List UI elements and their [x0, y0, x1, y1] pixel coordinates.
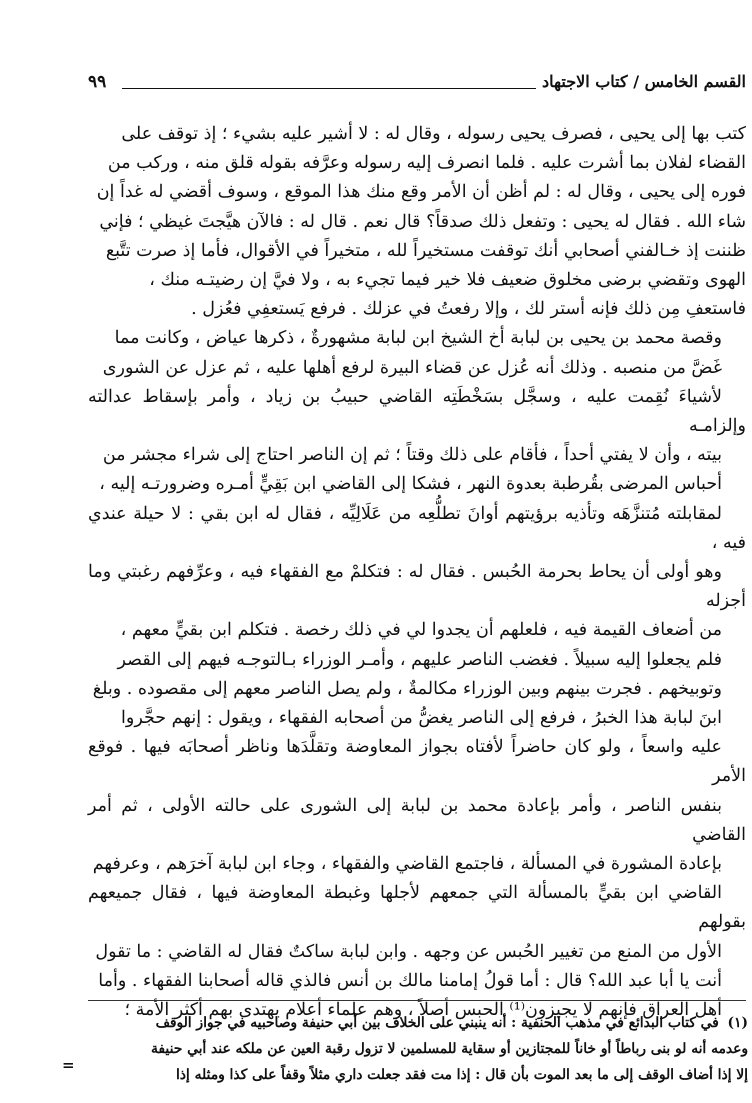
- text-line: لأشياءَ نُقِمت عليه ، وسجَّل بسَخْطَتِه القاضي حبيبُ بن زياد ، وأمر بإسقاط عدالته وإلزامـه: [88, 386, 746, 437]
- text-line: ظننت إذ خـالفني أصحابي أنك توقفت مستخيراً لله ، متخيراً في الأقوال، فأما إذ صرت تتَّبع: [105, 240, 746, 261]
- text-line: وقصة محمد بن يحيى بن لبابة أخ الشيخ ابن لبابة مشهورةٌ ، ذكرها عياض ، وكانت مما: [114, 328, 722, 349]
- text-line: القاضي ابن بقيٍّ بالمسألة التي جمعهم لأجلها وغبطة المعاوضة فيها ، فقال جميعهم بقولهم: [88, 883, 746, 933]
- text-line: شاء الله . فقال له يحيى : وتفعل ذلك صدقاً؟ قال نعم . قال له : فالآن هيَّجتَ غيظي ؛ فإني: [99, 211, 746, 232]
- text-line: وتوبيخهم . فجرت بينهم وبين الوزراء مكالمةٌ ، ولم يصل الناصر معهم إلى مقصوده . وبلغ: [92, 678, 722, 699]
- page-header: [88, 66, 746, 98]
- paragraph-2: [88, 324, 746, 1025]
- text-line: بيته ، وأن لا يفتي أحداً ، فأقام على ذلك وقتاً ؛ ثم إن الناصر احتاج إلى شراء مجشر من: [102, 445, 722, 466]
- text-line: ابنَ لبابة هذا الخبرُ ، فرفع إلى الناصر يغضُّ من أصحابه الفقهاء ، ويقول : إنهم حجَّروا: [121, 708, 722, 729]
- footnotes: [86, 1010, 748, 1088]
- text-line: أهل العراق فإنهم لا يجيزون⁽¹⁾ الحبس أصلاً ، وهم علماء أعلام يهتدى بهم أكثر الأمة ؛: [124, 1000, 722, 1021]
- text-line: أنت يا أبا عبد الله؟ قال : أما قولُ إمامنا مالك بن أنس فالذي قاله أصحابنا الفقهاء . وأما: [98, 970, 722, 991]
- footnote-separator: [88, 1000, 746, 1001]
- footnote-line: وعدمه أنه لو بنى رباطاً أو خاناً للمجتازين أو سقاية للمسلمين لا تزول رقبة العين عن ملكه عند أبي حنيفة: [151, 1041, 748, 1057]
- text-line: عليه واسعاً ، ولو كان حاضراً لأفتاه بجواز المعاوضة وتقلَّدَها وناظر أصحابَه فيها . فوقع الأمر: [88, 737, 746, 787]
- header-rule: [122, 88, 536, 89]
- footnote-number: (١): [727, 1015, 748, 1031]
- page-number: ٩٩: [88, 72, 107, 92]
- continuation-mark: =: [62, 1056, 75, 1074]
- footnote-line: [86, 1010, 748, 1036]
- footnote-text: في كتاب البدائع في مذهب الحنفية : أنه ينبني على الخلاف بين أبي حنيفة وصاحبيه في جواز الوقف: [155, 1015, 719, 1031]
- paragraph-1: [88, 120, 746, 324]
- text-line: غَضَّ من منصبه . وذلك أنه عُزل عن قضاء البيرة لرفع أهلها عليه ، ثم عزل عن الشورى: [102, 357, 722, 378]
- main-text: [88, 120, 746, 1025]
- text-line: فاستعفِ مِن ذلك فإنه أستر لك ، وإلا رفعتُ في عزلك . فرفع يَستعفِي فعُزل .: [191, 299, 746, 320]
- running-title: القسم الخامس / كتاب الاجتهاد: [542, 72, 746, 91]
- footnote-line: إلا إذا أضاف الوقف إلى ما بعد الموت بأن قال : إذا مت فقد جعلت داري مثلاً وقفاً على كذا ومثله إذا: [175, 1067, 748, 1083]
- text-line: وهو أولى أن يحاط بحرمة الحُبس . فقال له : فتكلمْ مع الفقهاء فيه ، وعرِّفهم رغبتي وما أجزله: [88, 562, 746, 612]
- text-line: القضاء لفلان بما أشرت عليه . فلما انصرف إليه رسوله وعرَّفه بقوله قلق منه ، وركب من: [107, 153, 746, 174]
- text-line: فلم يجعلوا إليه سبيلاً . فغضب الناصر عليهم ، وأمـر الوزراء بـالتوجـه فيهم إلى القصر: [117, 649, 722, 670]
- text-line: من أضعاف القيمة فيه ، فلعلهم أن يجدوا لي في ذلك رخصة . فتكلم ابن بقيٍّ معهم ،: [120, 620, 722, 641]
- text-line: الأول من المنع من تغيير الحُبس عن وجهه . وابن لبابة ساكتٌ فقال له القاضي : ما تقول: [95, 941, 722, 962]
- text-line: لمقابلته مُتنزَّهَه وتأذيه برؤيتهم أوانَ تطلُّعِه من عَلَالِيِّه ، فقال له ابن بقي : لا حيلة عندي فيه ،: [88, 503, 746, 553]
- text-line: بإعادة المشورة في المسألة ، فاجتمع القاضي والفقهاء ، وجاء ابن لبابة آخرَهم ، وعرفهم: [92, 854, 722, 875]
- text-line: بنفس الناصر ، وأمر بإعادة محمد بن لبابة إلى الشورى على حالته الأولى ، ثم أمر القاضي: [88, 795, 746, 845]
- text-line: فوره إلى يحيى ، وقال له : لم أظن أن الأمر وقع منك هذا الموقع ، وسوف أقضي له غداً إن: [96, 182, 746, 203]
- book-page: [88, 66, 746, 1025]
- text-line: الهوى وتقضي برضى مخلوق ضعيف فلا خير فيما تجيء به ، ولا فيَّ إن رضيتـه منك ،: [149, 270, 746, 291]
- text-line: كتب بها إلى يحيى ، فصرف يحيى رسوله ، وقال له : لا أشير عليه بشيء ؛ إذ توقف على: [121, 124, 746, 144]
- text-line: أحباس المرضى بقُرطبة بعدوة النهر ، فشكا إلى القاضي ابن بَقِيٍّ أمـره وضرورتـه إليه ،: [99, 474, 722, 495]
